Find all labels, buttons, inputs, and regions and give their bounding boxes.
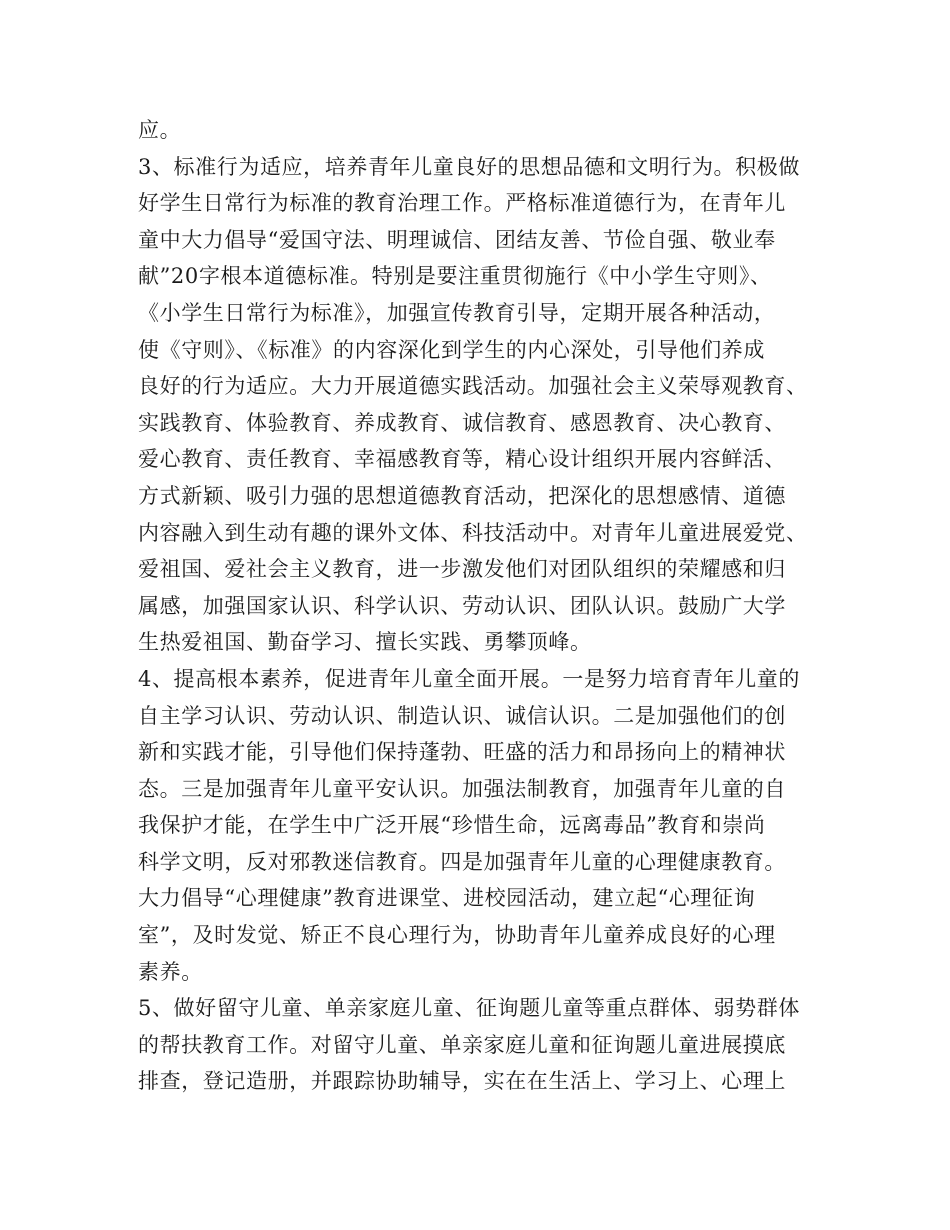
text-line: 献”20字根本道德标准。特别是要注重贯彻施行《中小学生守则》、 xyxy=(138,264,772,289)
text-line: 生热爱祖国、勤奋学习、擅长实践、勇攀顶峰。 xyxy=(138,630,592,655)
text-line: 方式新颖、吸引力强的思想道德教育活动，把深化的思想感情、道德 xyxy=(138,483,786,508)
text-line: 我保护才能，在学生中广泛开展“珍惜生命，远离毒品”教育和崇尚 xyxy=(138,813,766,838)
text-line: 4、提高根本素养，促进青年儿童全面开展。一是努力培育青年儿童的 xyxy=(138,666,800,691)
text-line: 5、做好留守儿童、单亲家庭儿童、征询题儿童等重点群体、弱势群体 xyxy=(138,996,800,1021)
text-line: 3、标准行为适应，培养青年儿童良好的思想品德和文明行为。积极做 xyxy=(138,154,800,179)
text-line: 新和实践才能，引导他们保持蓬勃、旺盛的活力和昂扬向上的精神状 xyxy=(138,740,786,765)
text-line: 好学生日常行为标准的教育治理工作。严格标准道德行为，在青年儿 xyxy=(138,191,786,216)
text-line: 属感，加强国家认识、科学认识、劳动认识、团队认识。鼓励广大学 xyxy=(138,593,786,618)
text-line: 实践教育、体验教育、养成教育、诚信教育、感恩教育、决心教育、 xyxy=(138,410,786,435)
text-line: 素养。 xyxy=(138,959,203,984)
text-line: 《小学生日常行为标准》，加强宣传教育引导，定期开展各种活动， xyxy=(138,300,776,325)
text-line: 使《守则》、《标准》的内容深化到学生的内心深处，引导他们养成 xyxy=(138,337,765,362)
text-line: 大力倡导“心理健康”教育进课堂、进校园活动，建立起“心理征询 xyxy=(138,886,756,911)
text-line: 内容融入到生动有趣的课外文体、科技活动中。对青年儿童进展爱党、 xyxy=(138,520,808,545)
text-line: 排查，登记造册，并跟踪协助辅导，实在在生活上、学习上、心理上 xyxy=(138,1069,786,1094)
text-line: 的帮扶教育工作。对留守儿童、单亲家庭儿童和征询题儿童进展摸底 xyxy=(138,1032,786,1057)
text-line: 应。 xyxy=(138,118,182,142)
text-line: 室”，及时发觉、矫正不良心理行为，协助青年儿童养成良好的心理 xyxy=(138,923,776,948)
text-line: 态。三是加强青年儿童平安认识。加强法制教育，加强青年儿童的自 xyxy=(138,776,786,801)
text-line: 爱祖国、爱社会主义教育，进一步激发他们对团队组织的荣耀感和归 xyxy=(138,557,786,582)
text-line: 科学文明，反对邪教迷信教育。四是加强青年儿童的心理健康教育。 xyxy=(138,849,786,874)
text-line: 良好的行为适应。大力开展道德实践活动。加强社会主义荣辱观教育、 xyxy=(138,374,808,399)
text-line: 童中大力倡导“爱国守法、明理诚信、团结友善、节俭自强、敬业奉 xyxy=(138,227,776,252)
text-line: 爱心教育、责任教育、幸福感教育等，精心设计组织开展内容鲜活、 xyxy=(138,447,786,472)
body-text xyxy=(138,112,818,1100)
text-line: 自主学习认识、劳动认识、制造认识、诚信认识。二是加强他们的创 xyxy=(138,703,786,728)
